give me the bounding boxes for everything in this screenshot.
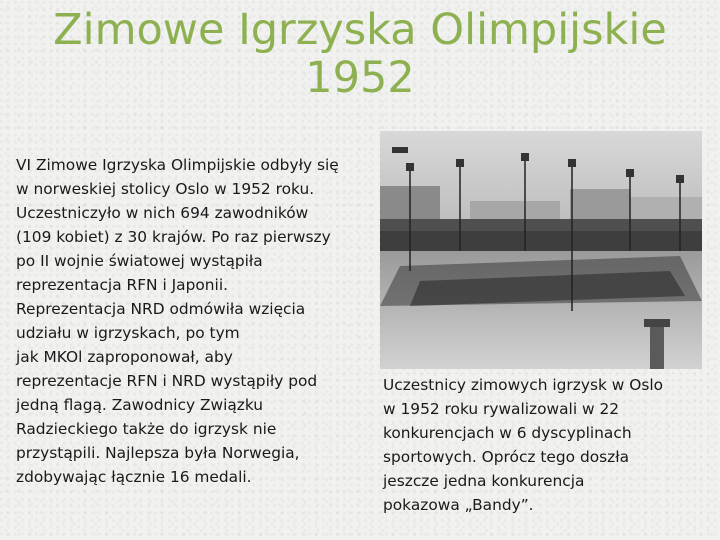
photo-illustration (380, 131, 702, 369)
text-line (16, 153, 378, 177)
text-line: po II wojnie światowej wystąpiła (16, 252, 263, 270)
text-line: w norweskiej stolicy Oslo w 1952 roku. (16, 180, 315, 198)
slide-title (0, 6, 720, 102)
text-line: zdobywając łącznie 16 medali. (16, 468, 252, 486)
caption-line: sportowych. Oprócz tego doszła (383, 448, 630, 466)
text-line: jedną flagą. Zawodnicy Związku (16, 396, 264, 414)
text-line: reprezentacja RFN i Japonii. (16, 276, 228, 294)
stadium-parade-photo (380, 131, 702, 369)
text-line: (109 kobiet) z 30 krajów. Po raz pierwszy (16, 228, 331, 246)
text-line: Radzieckiego także do igrzysk nie (16, 420, 277, 438)
text-line-rest: odbyły się (255, 156, 339, 174)
text-line: jak MKOl zaproponował, aby (16, 348, 233, 366)
photo-caption (383, 373, 703, 517)
text-line: reprezentacje RFN i NRD wystąpiły pod (16, 372, 318, 390)
caption-line: pokazowa „Bandy”. (383, 496, 534, 514)
text-line: udziału w igrzyskach, po tym (16, 324, 240, 342)
bold-lead: VI Zimowe Igrzyska Olimpijskie (16, 156, 256, 174)
text-line: Reprezentacja NRD odmówiła wzięcia (16, 300, 306, 318)
caption-line: jeszcze jedna konkurencja (383, 472, 585, 490)
body-paragraph (16, 153, 378, 489)
caption-line: konkurencjach w 6 dyscyplinach (383, 424, 632, 442)
caption-line: w 1952 roku rywalizowali w 22 (383, 400, 620, 418)
title-line-2: 1952 (305, 53, 415, 103)
title-line-1: Zimowe Igrzyska Olimpijskie (53, 5, 667, 55)
text-line: przystąpili. Najlepsza była Norwegia, (16, 444, 300, 462)
text-line: Uczestniczyło w nich 694 zawodników (16, 204, 309, 222)
caption-line: Uczestnicy zimowych igrzysk w Oslo (383, 376, 664, 394)
